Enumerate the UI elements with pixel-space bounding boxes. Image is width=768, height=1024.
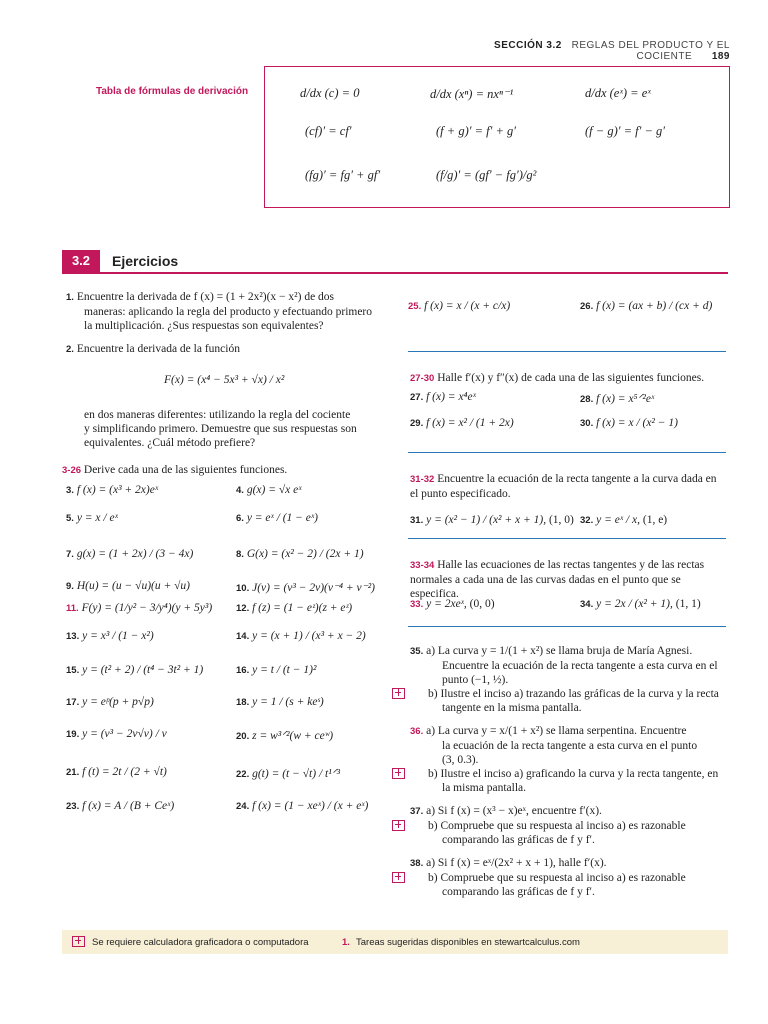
exercise-3: [66, 484, 158, 496]
exercise-12: [236, 602, 352, 614]
range-number: 27-30: [410, 373, 435, 384]
exercise-15: [66, 664, 203, 676]
formula-r3c2: (f/g)′ = (gf′ − fg′)/g²: [436, 168, 537, 182]
exercise-expression: y = eˣ / (1 − eˣ): [246, 512, 318, 524]
exercise-expression: F(y) = (1/y² − 3/y⁴)(y + 5y³): [81, 602, 213, 614]
graphing-calculator-icon: [392, 872, 405, 883]
exercise-29: [410, 417, 514, 429]
exercise-20: [236, 728, 333, 742]
exercise-number: 1.: [66, 292, 74, 303]
formula-r2c3: (f − g)′ = f′ − g′: [585, 124, 666, 138]
exercise-expression: f (z) = (1 − eᶻ)(z + eᶻ): [252, 602, 353, 614]
exercise-expression: f (x) = (1 − xeˣ) / (x + eˣ): [252, 800, 369, 812]
exercise-number: 34.: [580, 599, 594, 610]
text-line: en dos maneras diferentes: utilizando la regla del cociente: [84, 409, 351, 421]
exercise-32: [580, 514, 667, 526]
text-line: Encuentre la ecuación de la recta tangente a la curva dada en: [437, 473, 717, 485]
text-line: y simplificando primero. Demuestre que sus respuestas son: [84, 423, 357, 435]
exercise-expression: g(x) = √x eˣ: [246, 484, 302, 496]
footer-homework-number: 1.: [342, 937, 350, 948]
exercise-31: [410, 514, 574, 526]
text-line: normales a cada una de las curvas dadas en el punto que se especifica.: [410, 574, 681, 600]
exercise-25: [408, 300, 510, 312]
exercise-expression: y = eˣ / x,: [596, 514, 640, 526]
exercise-number: 5.: [66, 513, 74, 524]
range-31-32: [410, 472, 728, 501]
exercise-23: [66, 800, 174, 812]
exercise-number: 9.: [66, 581, 74, 592]
exercise-expression: y = (x² − 1) / (x² + x + 1),: [426, 514, 547, 526]
range-number: 33-34: [410, 560, 435, 571]
exercise-21: [66, 766, 167, 778]
running-header: [440, 40, 730, 62]
exercise-expression: f (x) = A / (B + Ceˣ): [82, 800, 175, 812]
exercise-expression: y = (v³ − 2v√v) / v: [82, 728, 167, 740]
exercise-number: 18.: [236, 697, 250, 708]
exercise-number: 28.: [580, 394, 594, 405]
section-number: 3.2: [62, 250, 100, 272]
exercise-number: 16.: [236, 665, 250, 676]
divider: [408, 351, 726, 352]
exercise-expression: z = w³ᐟ²(w + ceʷ): [252, 730, 334, 742]
exercise-number: 32.: [580, 515, 594, 526]
text-line: comparando las gráficas de f y f′.: [442, 834, 595, 846]
part-a: a) Si f (x) = eˣ/(2x² + x + 1), halle f′(x).: [426, 857, 607, 869]
part-b: b) Ilustre el inciso a) graficando la curva y la recta tangente, en: [428, 768, 719, 780]
exercise-number: 24.: [236, 801, 250, 812]
exercise-number: 25.: [408, 301, 422, 312]
range-instruction: Derive cada una de las siguientes funciones.: [83, 464, 288, 476]
exercise-28: [580, 391, 654, 405]
exercise-number: 37.: [410, 806, 424, 817]
exercise-expression: y = x³ / (1 − x²): [82, 630, 154, 642]
exercise-number: 19.: [66, 729, 80, 740]
exercise-expression: y = x / eˣ: [76, 512, 118, 524]
formula-r3c1: (fg)′ = fg′ + gf′: [305, 168, 381, 182]
exercise-6: [236, 512, 318, 524]
exercise-26: [580, 300, 712, 312]
exercise-11: [66, 602, 212, 614]
exercise-16: [236, 664, 316, 676]
exercise-number: 31.: [410, 515, 424, 526]
text-line: tangente en la misma pantalla.: [442, 702, 582, 714]
text-line: equivalentes. ¿Cuál método prefiere?: [84, 437, 256, 449]
exercise-number: 22.: [236, 769, 250, 780]
exercise-27: [410, 391, 476, 403]
text-line: el punto especificado.: [410, 488, 511, 500]
page-number: 189: [711, 51, 730, 62]
exercise-expression: y = eᵖ(p + p√p): [82, 696, 154, 708]
text-line: Halle las ecuaciones de las rectas tangentes y de las rectas: [437, 559, 705, 571]
section-rule: [62, 272, 728, 274]
exercise-number: 14.: [236, 631, 250, 642]
part-a: a) La curva y = x/(1 + x²) se llama serpentina. Encuentre: [426, 725, 687, 737]
exercise-number: 27.: [410, 392, 424, 403]
exercise-13: [66, 630, 154, 642]
header-title: REGLAS DEL PRODUCTO Y EL COCIENTE: [571, 40, 730, 62]
exercise-number: 20.: [236, 731, 250, 742]
exercise-2-formula: F(x) = (x⁴ − 5x³ + √x) / x²: [164, 374, 285, 386]
exercise-36: [410, 724, 728, 795]
exercise-number: 23.: [66, 801, 80, 812]
exercise-7: [66, 548, 193, 560]
graphing-calculator-icon: [392, 768, 405, 779]
exercise-38: [410, 856, 728, 899]
exercise-5: [66, 512, 118, 524]
part-b: b) Compruebe que su respuesta al inciso a) es razonable: [428, 820, 686, 832]
exercise-number: 30.: [580, 418, 594, 429]
exercise-30: [580, 417, 678, 429]
exercise-number: 21.: [66, 767, 80, 778]
text-line: punto (−1, ½).: [442, 674, 509, 686]
exercise-expression: y = 2x / (x² + 1),: [596, 598, 673, 610]
text-line: la misma pantalla.: [442, 782, 526, 794]
header-section: SECCIÓN 3.2: [494, 40, 562, 51]
exercise-34: [580, 598, 701, 610]
exercise-number: 8.: [236, 549, 244, 560]
exercise-number: 6.: [236, 513, 244, 524]
exercise-37: [410, 804, 728, 847]
formula-r1c3: d/dx (eˣ) = eˣ: [585, 86, 651, 100]
graphing-calculator-icon: [392, 688, 405, 699]
exercise-number: 7.: [66, 549, 74, 560]
range-instruction: Halle f′(x) y f″(x) de cada una de las siguientes funciones.: [437, 372, 705, 384]
footer-calc-note: Se requiere calculadora graficadora o computadora: [92, 937, 309, 948]
formula-r2c1: (cf)′ = cf′: [305, 124, 352, 138]
exercise-expression: f (t) = 2t / (2 + √t): [82, 766, 167, 778]
text-line: maneras: aplicando la regla del producto y efectuando primero: [84, 306, 373, 318]
exercise-22: [236, 766, 340, 780]
graphing-calculator-icon: [392, 820, 405, 831]
part-a: a) La curva y = 1/(1 + x²) se llama bruja de María Agnesi.: [426, 645, 693, 657]
exercise-number: 3.: [66, 485, 74, 496]
exercise-number: 29.: [410, 418, 424, 429]
range-3-26: [62, 463, 287, 478]
exercise-19: [66, 728, 167, 740]
exercise-18: [236, 696, 324, 708]
exercise-number: 26.: [580, 301, 594, 312]
exercise-expression: J(v) = (v³ − 2v)(v⁻⁴ + v⁻²): [252, 582, 376, 594]
point: (1, 0): [548, 514, 574, 526]
text-line: Encuentre la derivada de la función: [76, 343, 240, 355]
exercise-2-continued: [84, 408, 384, 450]
exercise-expression: f (x) = (x³ + 2x)eˣ: [76, 484, 159, 496]
exercise-number: 15.: [66, 665, 80, 676]
text-line: la ecuación de la recta tangente a esta curva en el punto: [442, 740, 698, 752]
formula-r1c1: d/dx (c) = 0: [300, 86, 360, 100]
formula-r2c2: (f + g)′ = f′ + g′: [436, 124, 517, 138]
part-a: a) Si f (x) = (x³ − x)eˣ, encuentre f′(x).: [426, 805, 602, 817]
graphing-calculator-icon: [72, 936, 85, 947]
exercise-number: 36.: [410, 726, 424, 737]
exercise-number: 12.: [236, 603, 250, 614]
exercise-expression: f (x) = x² / (1 + 2x): [426, 417, 514, 429]
exercise-expression: y = t / (t − 1)²: [252, 664, 317, 676]
exercise-number: 10.: [236, 583, 250, 594]
exercise-number: 11.: [66, 603, 79, 614]
part-b: b) Compruebe que su respuesta al inciso a) es razonable: [428, 872, 686, 884]
exercise-expression: f (x) = x⁴eˣ: [426, 391, 476, 403]
exercise-number: 35.: [410, 646, 424, 657]
exercise-expression: y = (t² + 2) / (t⁴ − 3t² + 1): [82, 664, 204, 676]
exercise-17: [66, 696, 154, 708]
exercise-number: 4.: [236, 485, 244, 496]
formula-r1c2: d/dx (xⁿ) = nxⁿ⁻¹: [430, 87, 514, 101]
divider: [408, 538, 726, 539]
exercise-expression: f (x) = x / (x + c/x): [424, 300, 511, 312]
point: (1, e): [642, 514, 668, 526]
text-line: Encuentre la ecuación de la recta tangente a esta curva en el: [442, 660, 718, 672]
exercise-1: [66, 290, 386, 333]
range-33-34: [410, 558, 728, 601]
exercise-14: [236, 630, 366, 642]
exercise-35: [410, 644, 728, 715]
exercise-9: [66, 580, 190, 592]
exercise-number: 17.: [66, 697, 80, 708]
exercise-33: [410, 598, 495, 610]
section-title: Ejercicios: [112, 253, 179, 269]
text-line: la multiplicación. ¿Sus respuestas son equivalentes?: [84, 320, 324, 332]
exercise-expression: y = 2xeˣ,: [426, 598, 467, 610]
exercise-expression: y = (x + 1) / (x³ + x − 2): [252, 630, 366, 642]
divider: [408, 626, 726, 627]
point: (0, 0): [469, 598, 495, 610]
exercise-number: 2.: [66, 344, 74, 355]
exercise-8: [236, 548, 364, 560]
exercise-expression: g(t) = (t − √t) / t¹ᐟ³: [252, 768, 340, 780]
part-b: b) Ilustre el inciso a) trazando las gráficas de la curva y la recta: [428, 688, 719, 700]
exercise-expression: g(x) = (1 + 2x) / (3 − 4x): [76, 548, 194, 560]
exercise-24: [236, 800, 368, 812]
exercise-number: 33.: [410, 599, 424, 610]
formula-table-label: Tabla de fórmulas de derivación: [96, 86, 249, 97]
exercise-number: 13.: [66, 631, 80, 642]
text-line: Encuentre la derivada de f (x) = (1 + 2x²)(x − x²) de dos: [76, 291, 335, 303]
exercise-expression: y = 1 / (s + keˢ): [252, 696, 324, 708]
text-line: (3, 0.3).: [442, 754, 479, 766]
exercise-2: [66, 342, 386, 357]
exercise-expression: H(u) = (u − √u)(u + √u): [76, 580, 190, 592]
text-line: comparando las gráficas de f y f′.: [442, 886, 595, 898]
exercise-expression: G(x) = (x² − 2) / (2x + 1): [246, 548, 364, 560]
exercise-expression: f (x) = x⁵ᐟ²eˣ: [596, 393, 655, 405]
footer-homework-note: Tareas sugeridas disponibles en stewartcalculus.com: [356, 937, 580, 948]
exercise-number: 38.: [410, 858, 424, 869]
exercise-10: [236, 580, 375, 594]
exercise-expression: f (x) = x / (x² − 1): [596, 417, 678, 429]
range-27-30: [410, 371, 704, 386]
range-number: 3-26: [62, 465, 82, 476]
exercise-4: [236, 484, 301, 496]
point: (1, 1): [675, 598, 701, 610]
exercise-expression: f (x) = (ax + b) / (cx + d): [596, 300, 713, 312]
divider: [408, 452, 726, 453]
range-number: 31-32: [410, 474, 435, 485]
